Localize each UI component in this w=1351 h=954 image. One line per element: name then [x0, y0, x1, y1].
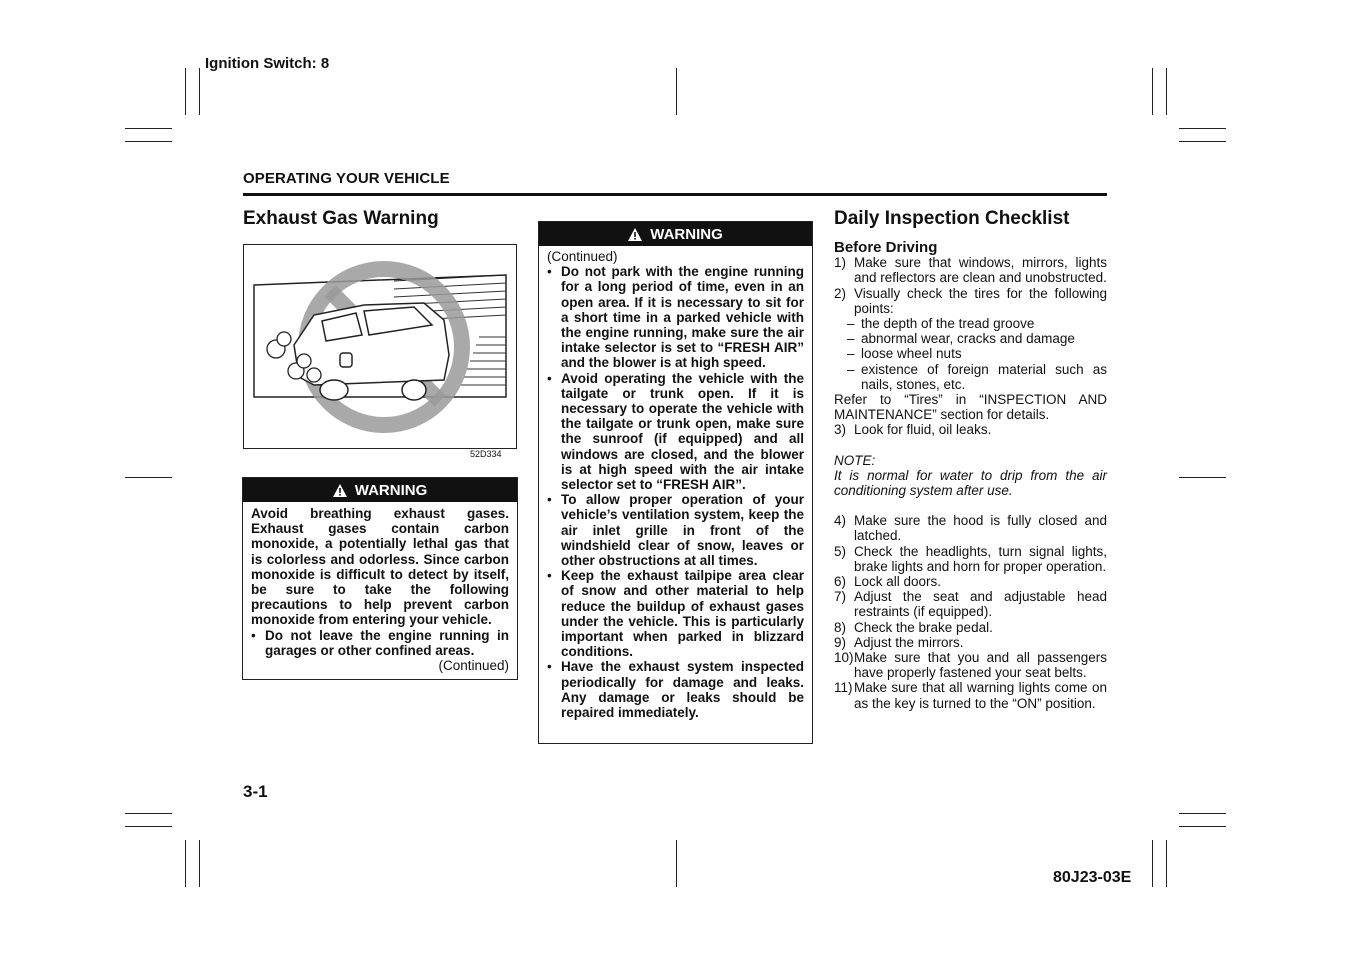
crop-mark	[125, 128, 172, 129]
tire-check-point: – abnormal wear, cracks and damage	[834, 331, 1107, 346]
checklist-item	[834, 286, 1107, 316]
crop-mark	[1152, 840, 1153, 887]
checklist-item	[834, 544, 1107, 574]
section-title: OPERATING YOUR VEHICLE	[243, 170, 450, 187]
section-divider	[243, 193, 1107, 196]
item-number: 8)	[834, 619, 847, 635]
item-text: Adjust the mirrors.	[854, 634, 964, 650]
crop-mark	[1179, 477, 1226, 478]
checklist-item	[834, 255, 1107, 285]
tire-check-point: – the depth of the tread groove	[834, 316, 1107, 331]
checklist-item	[834, 635, 1107, 650]
tire-check-point: – loose wheel nuts	[834, 346, 1107, 361]
warning-header	[243, 478, 517, 502]
item-number: 10)	[834, 650, 854, 666]
item-text: Lock all doors.	[854, 574, 942, 590]
item-text: Visually check the tires for the following points:	[854, 285, 1107, 316]
crop-mark	[1179, 128, 1226, 129]
crop-mark	[125, 826, 172, 827]
bullet-mark: •	[547, 370, 552, 386]
item-number: 4)	[834, 513, 847, 529]
item-text: Look for fluid, oil leaks.	[854, 422, 992, 438]
warning-bullet-text: Keep the exhaust tailpipe area clear of snow and other material to help reduce the buildup of exhaust gases under the vehicle. This is particularly important when parked in blizzard conditions.	[561, 568, 804, 660]
item-text: Make sure that you and all passengers have properly fastened your seat belts.	[854, 650, 1107, 681]
item-text: Make sure the hood is fully closed and latched.	[854, 513, 1107, 544]
tire-check-text: abnormal wear, cracks and damage	[861, 331, 1075, 347]
warning-header	[539, 222, 812, 246]
item-number: 2)	[834, 285, 847, 301]
checklist-item	[834, 589, 1107, 619]
item-number: 11)	[834, 680, 853, 696]
tire-check-text: existence of foreign material such as nails, stones, etc.	[861, 361, 1107, 392]
warning-bullet	[547, 659, 804, 720]
crop-mark	[125, 141, 172, 142]
exhaust-illustration	[243, 244, 517, 449]
warning-icon	[333, 484, 347, 497]
page-number: 3-1	[243, 782, 268, 801]
item-text: Check the headlights, turn signal lights, brake lights and horn for proper operation.	[854, 543, 1107, 574]
tire-check-text: loose wheel nuts	[861, 346, 962, 362]
crop-mark	[125, 477, 172, 478]
checklist-item	[834, 680, 1107, 710]
tire-check-point: – existence of foreign material such as nails, stones, etc.	[847, 361, 1107, 392]
warning-bullet-text: Avoid operating the vehicle with the tailgate or trunk open. If it is necessary to operate the vehicle with the tailgate or trunk open, make sure the sunroof (if equipped) and all windows are closed, and the blower is at high speed with the air intake selector set to “FRESH AIR”.	[561, 370, 804, 493]
warning-bullet-text: To allow proper operation of your vehicle’s ventilation system, keep the air inlet grille in front of the windshield clear of snow, leaves or other obstructions at all times.	[561, 492, 804, 569]
document-code: 80J23-03E	[1053, 869, 1132, 886]
warning-intro: Avoid breathing exhaust gases. Exhaust gases contain carbon monoxide, a potentially lethal gas that is colorless and odorless. Since carbon monoxide is difficult to detect by itself, be sure to take the following precautions to help prevent carbon monoxide from entering your vehicle.	[251, 506, 509, 628]
crop-mark	[676, 68, 677, 115]
checklist-item	[834, 513, 1107, 543]
bullet-mark: •	[547, 264, 552, 280]
item-number: 7)	[834, 589, 847, 605]
crop-mark	[125, 813, 172, 814]
warning-icon	[628, 228, 642, 241]
checklist-heading: Daily Inspection Checklist	[834, 208, 1070, 229]
note-label: NOTE:	[834, 452, 876, 468]
item-text: Make sure that windows, mirrors, lights and reflectors are clean and unobstructed.	[854, 255, 1107, 286]
warning-label: WARNING	[354, 481, 428, 499]
ignition-switch-header: Ignition Switch: 8	[205, 55, 330, 72]
continued-warning-box	[538, 221, 813, 744]
warning-bullet-text: Do not leave the engine running in garages or other confined areas.	[265, 627, 509, 658]
crop-mark	[199, 840, 200, 887]
checklist-item	[834, 620, 1107, 635]
crop-mark	[1179, 141, 1226, 142]
note-text: It is normal for water to drip from the air conditioning system after use.	[834, 467, 1107, 499]
crop-mark	[676, 840, 677, 887]
item-number: 6)	[834, 574, 847, 590]
tire-check-text: the depth of the tread groove	[861, 316, 1035, 332]
item-number: 1)	[834, 255, 847, 271]
warning-bullet-text: Do not park with the engine running for a long period of time, even in an open area. If it is necessary to sit for a short time in a parked vehicle with the engine running, make sure the air intake selector is set to “FRESH AIR” and the blower is at high speed.	[561, 264, 804, 371]
bullet-mark: •	[547, 492, 552, 508]
checklist-content	[834, 240, 1107, 711]
warning-bullet	[547, 492, 804, 568]
figure-code: 52D334	[470, 449, 502, 459]
garage-car-prohibited-illustration	[244, 245, 516, 448]
crop-mark	[185, 68, 186, 115]
crop-mark	[199, 68, 200, 115]
crop-mark	[185, 840, 186, 887]
warning-bullet	[251, 628, 509, 658]
item-number: 3)	[834, 422, 847, 438]
exhaust-warning-box	[242, 477, 518, 680]
continued-label: (Continued)	[438, 658, 509, 674]
crop-mark	[1179, 813, 1226, 814]
before-driving-subheading: Before Driving	[834, 239, 938, 256]
item-text: Adjust the seat and adjustable head restraints (if equipped).	[854, 589, 1107, 620]
bullet-mark: •	[251, 627, 256, 643]
warning-bullet	[547, 264, 804, 370]
bullet-mark: •	[547, 659, 552, 675]
continued-label: (Continued)	[547, 249, 618, 264]
item-text: Make sure that all warning lights come on as the key is turned to the “ON” position.	[854, 680, 1107, 711]
bullet-mark: •	[547, 568, 552, 584]
checklist-item	[834, 650, 1107, 680]
warning-bullet	[547, 568, 804, 659]
item-text: Check the brake pedal.	[854, 619, 993, 635]
crop-mark	[1166, 68, 1167, 115]
exhaust-heading: Exhaust Gas Warning	[243, 208, 439, 229]
warning-bullet	[547, 371, 804, 493]
checklist-item	[834, 422, 1107, 437]
warning-bullet-text: Have the exhaust system inspected periodically for damage and leaks. Any damage or leaks should be repaired immediately.	[561, 659, 804, 721]
crop-mark	[1166, 840, 1167, 887]
refer-text: Refer to “Tires” in “INSPECTION AND MAINTENANCE” section for details.	[834, 392, 1107, 423]
item-number: 9)	[834, 634, 847, 650]
checklist-item	[834, 574, 1107, 589]
warning-label: WARNING	[650, 225, 723, 243]
item-number: 5)	[834, 543, 847, 559]
crop-mark	[1179, 826, 1226, 827]
crop-mark	[1152, 68, 1153, 115]
